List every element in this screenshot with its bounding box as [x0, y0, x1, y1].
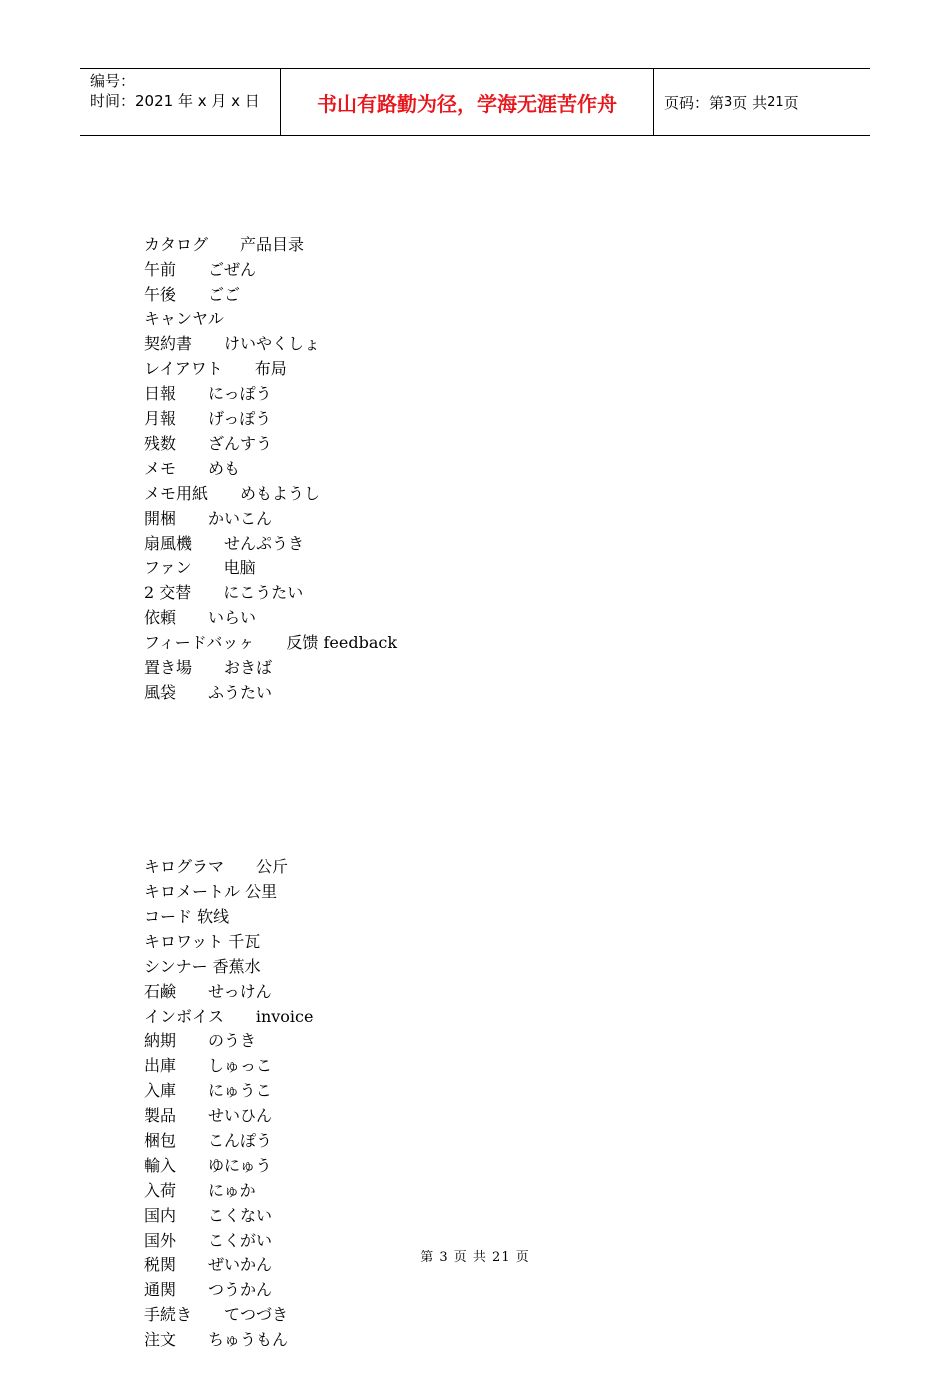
vocab-entry: 入荷 にゅか [144, 1180, 256, 1200]
vocab-entry: レイアワト 布局 [144, 359, 287, 379]
vocab-entry: 契約書 けいやくしょ [144, 334, 321, 354]
page-suffix: 页 [783, 93, 799, 112]
vocab-entry: 石鹸 せっけん [144, 981, 272, 1001]
header-page-info [654, 69, 870, 135]
page-footer: 第 3 页 共 21 页 [420, 1250, 530, 1265]
vocab-entry: 国外 こくがい [144, 1230, 273, 1250]
vocab-entry: キロメートル 公里 [144, 882, 278, 902]
vocabulary-list-2 [144, 855, 397, 1353]
vocab-entry: 開梱 かいこん [144, 508, 273, 528]
vocab-entry: 通関 つうかん [144, 1280, 273, 1300]
vocab-entry: 輸入 ゆにゅう [144, 1155, 272, 1175]
page-header [80, 68, 870, 136]
vocab-entry: 梱包 こんぽう [144, 1130, 273, 1150]
vocab-entry: ファン 电脑 [144, 558, 256, 578]
vocab-entry: 入庫 にゅうこ [144, 1081, 272, 1101]
page-current: 3 [724, 94, 733, 110]
vocab-entry: 注文 ちゅうもん [144, 1330, 289, 1350]
vocab-entry: 午後 ごご [144, 284, 241, 304]
vocab-entry: 依頼 いらい [144, 608, 257, 628]
vocab-entry: 製品 せいひん [144, 1106, 273, 1126]
vocab-entry: 日報 にっぽう [144, 384, 272, 404]
section-gap [144, 756, 397, 806]
vocab-entry: カタログ 产品目录 [144, 234, 305, 254]
vocab-entry: メモ用紙 めもようし [144, 483, 321, 503]
vocab-entry: 2 交替 にこうたい [144, 583, 304, 603]
vocab-entry: 国内 こくない [144, 1205, 273, 1225]
vocab-entry: フィードバッヶ 反馈 feedback [144, 633, 398, 653]
vocab-entry: シンナー 香蕉水 [144, 956, 261, 976]
vocabulary-content [144, 183, 397, 1378]
vocabulary-list-1 [144, 233, 397, 706]
page-prefix: 页码：第 [664, 93, 725, 112]
date-line: 时间：2021 年 x 月 x 日 [90, 92, 260, 110]
vocab-entry: 出庫 しゅっこ [144, 1056, 273, 1076]
vocab-entry: 納期 のうき [144, 1031, 257, 1051]
vocab-entry: 扇風機 せんぷうき [144, 533, 305, 553]
vocab-entry: 税関 ぜいかん [144, 1255, 273, 1275]
number-label: 编号： [90, 72, 136, 90]
vocab-entry: キログラマ 公斤 [144, 857, 289, 877]
vocab-entry: コード 软线 [144, 906, 230, 926]
page-mid: 页 共 [732, 93, 768, 112]
header-motto: 书山有路勤为径，学海无涯苦作舟 [281, 69, 654, 135]
vocab-entry: 残数 ざんすう [144, 433, 273, 453]
vocab-entry: 手続き てつづき [144, 1305, 289, 1325]
vocab-entry: 月報 げっぽう [144, 409, 272, 429]
vocab-entry: キロワット 千瓦 [144, 931, 261, 951]
vocab-entry: 風袋 ふうたい [144, 682, 273, 702]
vocab-entry: 午前 ごぜん [144, 259, 257, 279]
page-total: 21 [767, 94, 784, 110]
vocab-entry: キャンヤル [144, 309, 224, 329]
header-meta [80, 69, 281, 135]
vocab-entry: メモ めも [144, 458, 241, 478]
vocab-entry: インボイス invoice [144, 1006, 314, 1026]
vocab-entry: 置き場 おきば [144, 657, 273, 677]
